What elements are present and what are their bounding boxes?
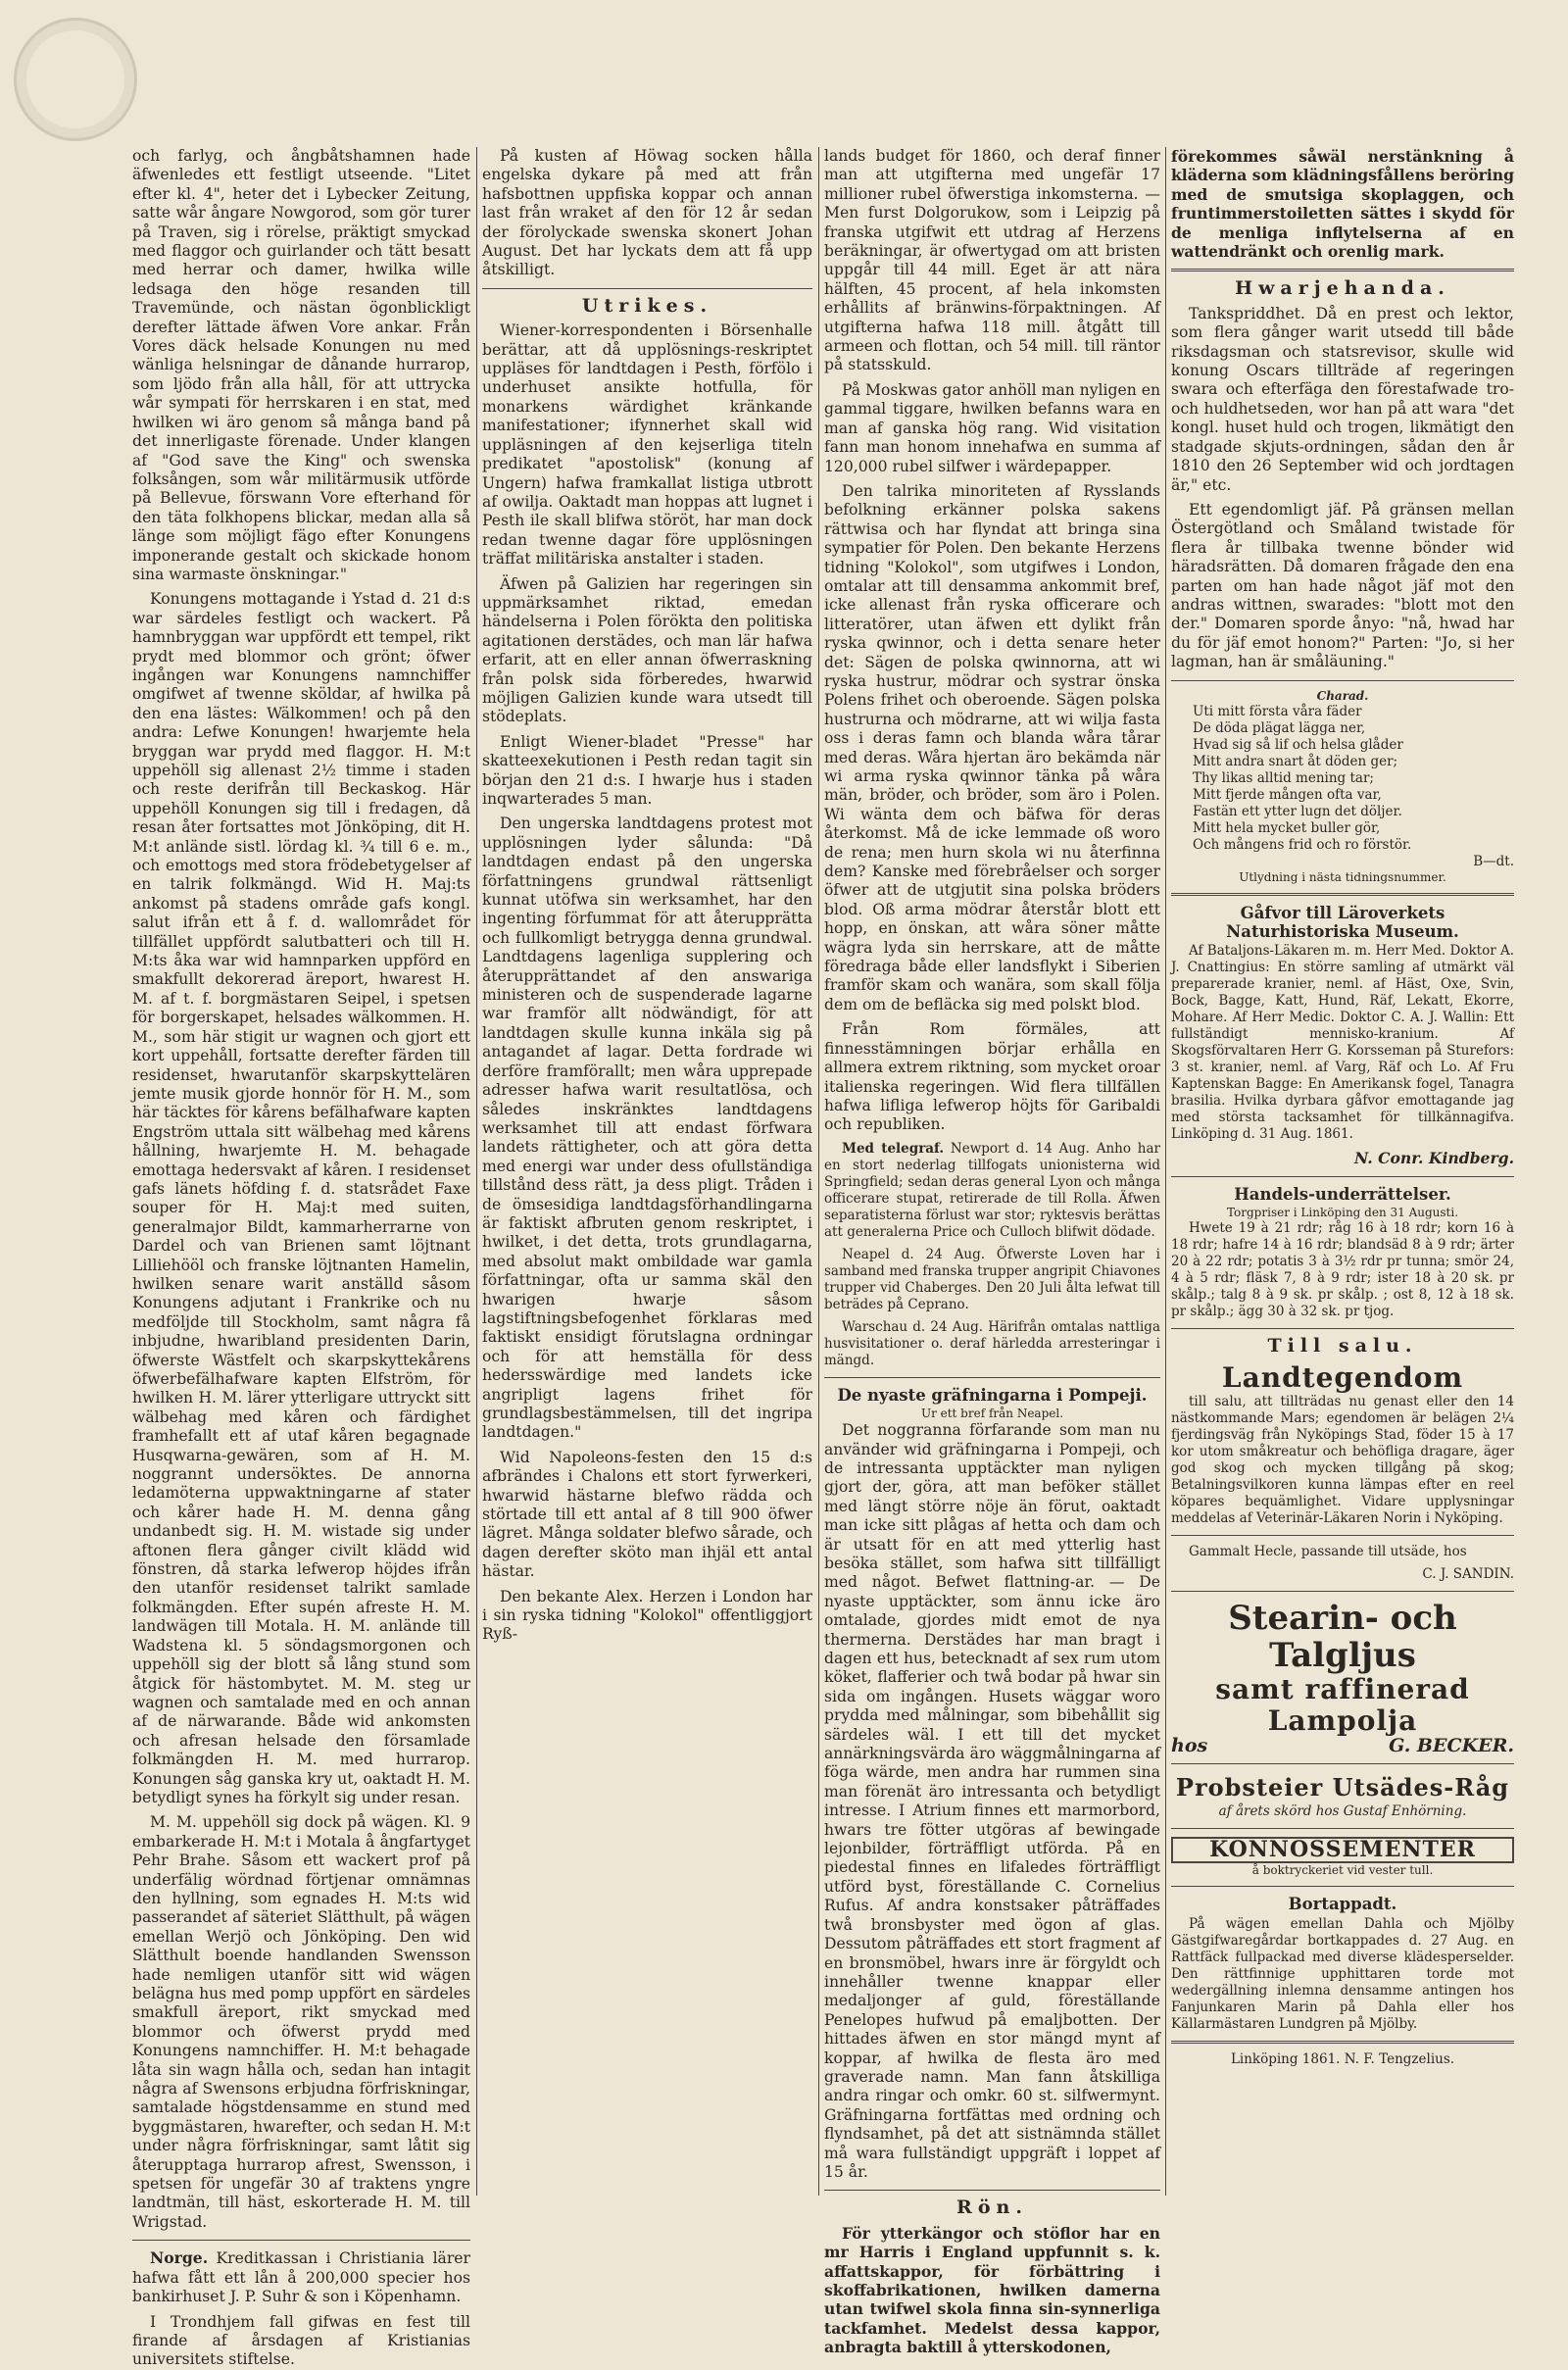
divider xyxy=(1171,893,1514,896)
column-1 xyxy=(132,147,470,2369)
ad-heading-handel: Handels-underrättelser. xyxy=(1234,1184,1451,1204)
article-text: Wid Napoleons-festen den 15 d:s afbrändes i Chalons ett stort fyrwerkeri, hwarwid hästarne blefwo rädda och störtade till ett antal af 8 till 900 öfwer lägret. Många soldater blefwo sårade, och dagen derefter sköto man ihjäl ett antal hästar. xyxy=(482,1448,812,1581)
divider xyxy=(824,2190,1160,2191)
article-text: På Moskwas gator anhöll man nyligen en gammal tiggare, hwilken befanns wara en man af ganska hög rang. Wid visitation fann man honom innehafwa en summa af 120,000 rubel silfwer i wärdepapper. xyxy=(824,380,1160,475)
poem-line: De döda plägat lägga ner, xyxy=(1193,719,1366,736)
divider xyxy=(1171,1176,1514,1177)
ad-text: till salu, att tillträdas nu genast eller den 14 nästkommande Mars; egendomen är belägen 2¼ fjerdingsväg från Nyköpings Stad, föder 15 à 17 kor utom småkreatur och behöfliga dragare, äger god skog och mycken tillgång på skog; Betalningsvilkoren kunna lämpas efter en reel köpares bequämlighet. Vidare upplysningar meddelas af Veterinär-Läkaren Norin i Nyköping. xyxy=(1171,1393,1514,1526)
ad-subheading: Torgpriser i Linköping den 31 Augusti. xyxy=(1226,1206,1459,1220)
ad-heading-bortappadt: Bortappadt. xyxy=(1288,1895,1397,1914)
ad-title-landtegendom: Landtegendom xyxy=(1221,1360,1464,1394)
article-text: För ytterkängor och stöflor har en mr Harris i England uppfunnit s. k. affattskappor, för förbättring i skoffabrikationen, hwilken damerna utan twifwel skola finna sin-synnerliga tackfamhet. Medelst dessa kappor, anbragta baktill å ytterskodonen, xyxy=(824,2223,1160,2357)
section-subheading: Ur ett bref från Neapel. xyxy=(920,1407,1064,1421)
charade-poem xyxy=(1171,704,1514,854)
ad-heading-tillsalu: Till salu. xyxy=(1267,1335,1418,1358)
divider xyxy=(1171,2041,1514,2044)
article-text: Tankspriddhet. Då en prest och lektor, som flera gånger warit utsedd till både riksdagsman och statsrevisor, skulle wid konung Oscars tillträde af regeringen swara och efterfäga den förestafwade tro- och huldhetseden, wor han på att wara "det kongl. huset huld och trogen, likmätigt den stadgade skjuts-ordningen, sådan den år 1810 den 26 September wid och jordtagen är," etc. xyxy=(1171,304,1514,494)
ad-signature: G. BECKER. xyxy=(1389,1734,1514,1756)
poem-line: Uti mitt första våra fäder xyxy=(1193,703,1362,719)
section-heading-pompeji: De nyaste gräfningarna i Pompeji. xyxy=(837,1385,1148,1405)
telegraph-text: Warschau d. 24 Aug. Härifrån omtalas nattliga husvisitationer o. deraf härledda arresteringar i mängd. xyxy=(824,1318,1160,1368)
section-heading-norge: Norge. xyxy=(150,2248,209,2268)
charade-signature: B—dt. xyxy=(1473,853,1514,869)
article-text: I Trondhjem fall gifwas en fest till firande af årsdagen af Kristianias universitets stiftelse. xyxy=(132,2312,470,2369)
footer-imprint: Linköping 1861. N. F. Tengzelius. xyxy=(1230,2050,1455,2067)
article-text: Wiener-korrespondenten i Börsenhalle berättar, att då upplösnings-reskriptet uppläses för landtdagen i Pesth, förfölo i underhuset ansikte hotfulla, för monarkens wärdighet kränkande manifestationer; ifynnerhet skall wid uppläsningen af den kejserliga titeln predikatet "apostolisk" (konung af Ungern) hafwa framkallat listiga utbrott af owilja. Oaktadt man hoppas att lugnet i Pesth ile skall blifwa störöt, har man dock redan twenne dagar före upplösningen träffat militäriska anstalter i staden. xyxy=(482,321,812,568)
divider xyxy=(1171,1328,1514,1329)
ad-signature: N. Conr. Kindberg. xyxy=(1354,1149,1514,1168)
section-heading-hwarjehanda: Hwarjehanda. xyxy=(1235,277,1450,300)
telegraph-text: Newport d. 14 Aug. Anho har en stort nederlag tillfogats unionisterna wid Springfield; sedan deras general Lyon och många officerare stupat, retirerade de till Rolla. Äfwen separatisterna förlust war stor; ryktesvis berättas att generalerna Price och Culloch blifwit dödade. xyxy=(824,1140,1160,1240)
column-rule xyxy=(476,147,477,2196)
article-text: Konungens mottagande i Ystad d. 21 d:s war särdeles festligt och wackert. På hamnbryggan war uppfördt ett tempel, rikt prydt med blommor och grönt; öfwer ingången war Konungens namnchiffer omgifwet af twenne sköldar, af hwilka på den ena lästes: Wälkommen! och på den andra: Lefwe Konungen! hwarjemte hela bryggan war prydd med flaggor. H. M:t uppehöll sig allenast 2½ timme i staden och reste derifrån till Beckaskog. Här uppehöll Konungen sig till i fredagen, då resan åter fortsattes mot Jönköping, dit H. M:t anlände sistl. lördag kl. ¾ till 6 e. m., och emottogs med stora frödebetygelser af en talrik folkmängd. Wid H. Maj:ts ankomst på stadens område gafs kongl. salut ifrån ett å f. d. wallområdet för tillfället uppfördt salutbatteri och till H. M:ts åka war wid hamnparken uppförd en smakfullt dekorerad äreport, hwarest H. M. af t. f. borgmästaren Seipel, i spetsen för borgerskapet, helsades wälkommen. H. M., som här stigit ur wagnen och gjort ett kort uppehåll, fortsatte derefter färden till residenset, hwarutanför skarpskyttelären jemte musik gjorde honnör för H. M., som här täcktes för kårens befälhafware kapten Engström uttala sitt wälbehag med kårens hållning, hwarjemte H. M. behagade emottaga hedersvakt af kåren. I residenset gafs länets höfding f. d. statsrådet Faxe souper för H. Maj:t med suiten, generalmajor Bildt, kammarherrarne von Dardel och van Brienen samt löjtnant Lilliehööl och franske löjtnanten Hamelin, hwilken senare warit anställd såsom Konungens adjutant i Frankrike och nu medföljde till Stockholm, samt några få inbjudne, hwaribland presidenten Darin, öfwerste Wästfelt och skarpskyttekårens öfwerbefälhafware kapten Elfström, för hwilken H. M. lärer ytterligare uttryckt sitt wälbehag med kåren och färdighet framhefallt ett af utaf kåren begagnade Husqwarna-gewären, som af H. M. noggrannt undersöktes. De annorna ledamöterna uppwaktningarne af stater och kårer hade H. M. denna gång undanbedt sig. H. M. wistade sig under aftonen flera gånger civilt klädd wid fönstren, då starka lefwerop höjdes ifrån den utanför residenset talrikt samlade folkmängden. Efter supén afreste H. M. landwägen till Motala. H. M. anlände till Wadstena kl. 5 söndagsmorgonen och uppehöll sig der blott så lång stund som åtgick för hästombytet. M. M. steg ur wagnen och samtalade med en och annan af de närwarande. Både wid ankomsten och afresan helsade den församlade folkmängden H. M. med hurrarop. Konungen såg ganska kry ut, oaktadt H. M. betydligt synes ha förkylt sig under resan. xyxy=(132,590,470,1806)
article-text: M. M. uppehöll sig dock på wägen. Kl. 9 embarkerade H. M:t i Motala å ångfartyget Pehr Brahe. Såsom ett wackert prof på underfälig wördnad förtjenar omnämnas den hyllning, som egnades H. M:ts wid passerandet af säteriet Slätthult, på wägen emellan Werjö och Jönköping. Den wid Slätthult boende handlanden Swensson hade nemligen utanför sitt wid wägen belägna hus med pomp uppfört en särdeles smakfull äreport, rikt smyckad med blommor och öfwerst prydd med Konungens namnchiffer. H. M:t behagade låta sin wagn hålla och, sedan han intagit några af Swensons erbjudna förfriskningar, samtalade högstdensamme en stund med byggmästaren, hwarefter, och sedan H. M:t under några förfriskningar, samt låtit sig återupptaga hurrarop afrest, Swensson, i spetsen för ungefär 30 af traktens yngre landtmän, till häst, eskorterade H. M. till Wrigstad. xyxy=(132,1813,470,2231)
poem-line: Thy likas alltid mening tar; xyxy=(1193,769,1374,786)
ad-text: af årets skörd hos Gustaf Enhörning. xyxy=(1218,1803,1467,1819)
telegraph-text: Neapel d. 24 Aug. Öfwerste Loven har i samband med franska trupper angripit Chiavones trupper vid Chaberges. Den 20 Juli ålta lefwat till beträdes på Ceprano. xyxy=(824,1246,1160,1312)
article-text: Äfwen på Galizien har regeringen sin uppmärksamhet riktad, emedan händelserna i Polen förökta den politiska agitationen derstädes, och man lär hafwa erfarit, att en eller annan öfwerraskning från polsk sida förberedes, hwarwid möjligen Galizien kunde wara utsedt till stödeplats. xyxy=(482,574,812,726)
article-text: lands budget för 1860, och deraf finner man att utgifterna med ungefär 17 millioner rubel öfwerstiga inkomsterna. — Men furst Dolgorukow, som i Leipzig på franska utgifwit ett utdrag af Herzens beräkningar, är ofwertygad om att bristen uppgår till 44 mill. Eget är att nära hälften, 45 procent, af hela inkomsten erhållits af bränwins-förpaktningen. Af utgifterna hafwa 118 mill. åtgått till armeen och flottan, och 54 mill. till räntor på statsskuld. xyxy=(824,147,1160,374)
article-text: och farlyg, och ångbåtshamnen hade äfwenledes ett festligt utseende. "Litet efter kl. 4", heter det i Lybecker Zeitung, satte wår ångare Nowgorod, som gör turer på Traven, sig i rörelse, präktigt smyckad med flaggor och guirlander och tätt besatt med herrar och damer, hwilka wille ledsaga den höge resanden till Travemünde, och nästan ögonblickligt derefter lättade äfwen Vore ankar. Från Vores däck helsade Konungen nu med wänliga helsningar de dånande hurrarop, som ljödo från alla håll, för att uttrycka wår sympati för herrskaren i en stat, med hwilken wi äro genom så många band på det innerligaste förenade. Under klangen af "God save the King" och swenska folksången, som wår militärmusik utförde på Bellevue, förswann Vore efterhand för den täta folkhopens blickar, medan alla så länge som möjligt fägo efter Konungens imponerande gestalt och skickade honom sina warmaste önskningar." xyxy=(132,147,470,583)
ad-text: Af Bataljons-Läkaren m. m. Herr Med. Doktor A. J. Cnattingius: En större samling af utmärkt väl preparerade kranier, neml. af Häst, Oxe, Svin, Bock, Bagge, Katt, Hund, Räf, Lekatt, Ekorre, Mohare. Af Herr Medic. Doktor C. A. J. Wallin: Ett fullständigt mennisko-kranium. Af Skogsförvaltaren Herr G. Korsseman på Sturefors: 3 st. kranier, neml. af Varg, Räf och Lo. Af Fru Kaptenskan Bagge: En Amerikansk fogel, Tanagra brasilia. Hvilka dyrbara gåfvor emottagande jag med största tacksamhet för tillkännagifva. Linköping d. 31 Aug. 1861. xyxy=(1171,943,1514,1143)
divider xyxy=(1171,1535,1514,1536)
column-rule xyxy=(1165,147,1166,2196)
section-heading-utrikes: Utrikes. xyxy=(581,294,713,317)
article-text: förekommes såwäl nerstänkning å kläderna som klädningsfållens beröring med de smutsiga skoplaggen, och fruntimmerstoiletten sättes i skydd för de menliga inflytelserna af en wattendränkt och orenlig mark. xyxy=(1171,147,1514,262)
library-stamp xyxy=(14,18,137,141)
poem-line: Hvad sig så lif och helsa glåder xyxy=(1193,736,1403,753)
divider xyxy=(1171,1886,1514,1887)
article-text: Enligt Wiener-bladet "Presse" har skatteexekutionen i Pesth redan tagit sin början den 21 d:s. I hwarje hus i staden inqwarterades 5 man. xyxy=(482,732,812,808)
divider xyxy=(1171,680,1514,681)
divider xyxy=(1171,1591,1514,1592)
ad-text: På wägen emellan Dahla och Mjölby Gästgifwaregårdar bortkappades d. 27 Aug. en Rattfäck fullpackad med diverse klädesperselder. Den rättfinnige upphittaren torde mot wedergällning inlemna densamme antingen hos Fanjunkaren Marin på Dahla eller hos Källarmästaren Lundgren på Mjölby. xyxy=(1171,1915,1514,2032)
poem-line: Fastän ett ytter lugn det döljer. xyxy=(1193,803,1402,819)
article-text: Den talrika minoriteten af Rysslands befolkning erkänner polska sakens rättwisa och har flyndat att bringa sina sympatier för Polen. Den bekante Herzens tidning "Kolokol", som utgifwes i London, omtalar att till densamma ankommit bref, icke allenast från ryska officerare och litteratörer, utan äfwen ett dylikt från ryska qwinnor, och i detta senare heter det: Sägen de polska qwinnorna, att wi ryska hustrur, mödrar och systrar önska Polens frihet och oberoende. Sägen polska hustrurna och mödrarne, att wi wilja fasta oss i deras famn och blanda wåra tårar med deras. Wåra hjertan äro bekämda när wi arma ryska qwinnor tänka på wåra män, bröder, och bröder, som äro i Polen. Wi wänta dem och bäfwa för deras återkomst. Må de icke lemmade oß woro de rena; men hurn skola wi nu återfinna dem? Kanske med förebråelser och sorger öfwer att de utgjutit sina polska bröders blod. Oß arma mödrar återstår blott ett hopp, en önskan, att wåra söner måtte wägra lyda sin herrskare, att de måtte föredraga både eller landsflykt i Siberien framför skam och wanära, som skall följa dem om de befläcka sig med polskt blod. xyxy=(824,481,1160,1013)
ad-title-lampolja: samt raffinerad Lampolja xyxy=(1215,1672,1470,1737)
article-text: Den bekante Alex. Herzen i London har i sin ryska tidning "Kolokol" offentliggjort Ryß- xyxy=(482,1587,812,1644)
ad-title-konnossementer: KONNOSSEMENTER xyxy=(1171,1837,1514,1863)
divider xyxy=(1171,1828,1514,1829)
ad-title-probsteier: Probsteier Utsädes-Råg xyxy=(1175,1773,1510,1802)
column-4 xyxy=(1171,147,1514,2196)
article-text: Ett egendomligt jäf. På gränsen mellan Östergötland och Småland twistade för flera år tillbaka twenne bönder wid häradsrätten. Då domaren frågade den ena parten om han hade något jäf mot den andras wittnen, swarades: "blott mot den der." Domaren sporde ånyo: "nå, hwad har du för jäf emot honom?" Parten: "Jo, si her lagman, han är småläuning." xyxy=(1171,500,1514,671)
column-3 xyxy=(824,147,1160,2357)
ad-footer xyxy=(1171,1734,1514,1756)
poem-line: Och mångens frid och ro förstör. xyxy=(1193,836,1412,853)
divider xyxy=(132,2240,470,2241)
article-text: Det noggranna förfarande som man nu använder wid gräfningarna i Pompeji, och de intressanta upptäckter man nyligen gjort der, göra, att man beföker stället med längt större nöje än förut, oaktadt man icke sitt plågas af hetta och dam och är utsatt för en att med ytterlig hast besöka stället, som hafwa sitt tillfälligt med något. Befwet flattning-ar. — De nyaste upptäckter, som ännu icke äro omtalade, gjordes midt emot de nya thermerna. Derstädes har man bragt i dagen ett hus, betecknadt af sex rum utom köket, flafferier och twå bodar på hwar sin sida om ingången. Husets wäggar woro prydda med målningar, som bibehållit sig särdeles wäl. I ett till det mycket annärkningsvärda äro wäggmålningarna af föga wärde, men andra har rummen sina man förenät äro intressanta och betydligt intresse. I Atrium finnes ett marmorbord, hwars tre fötter utgöras af bewingade lejonbilder, förträffligt utförda. På en piedestal finnes en lifaledes förträffligt utförd byst, föreställande C. Cornelius Rufus. Af andra konstsaker påträffades twå bronsbyster med ögon af glas. Dessutom påträffades ett stort fragment af en bronsmöbel, hwars inre är förgyldt och innehåller twenne knappar eller medaljonger af guld, föreställande Penelopes hufwud på emaljbotten. Der hittades äfwen en stor mängd mynt af koppar, af hwilka de flesta äro med graverade namn. Man fann åtskilliga andra ringar och omkr. 60 st. silfwermynt. Gräfningarna fortfättas med ordning och flyndsamhet, på det att sistnämnda stället må wara fullständigt uppgräft i loppet af 15 år. xyxy=(824,1421,1160,2181)
article-text: Den ungerska landtdagens protest mot upplösningen lyder sålunda: "Då landtdagen endast på den ungerska författningens grundwal rättsenligt kunnat utöfwa sin werksamhet, har den ingenting förfummat för att återupprätta och fullkomligt betrygga denna grundwal. Landtdagens lagenliga supplering och återupprättandet af den answariga ministeren och de suspenderade lagarne war framför allt nödwändigt, för att landtdagen skulle kunna inkäla sig på antagandet af lagar. Detta fordrade wi derföre framförallt; men wåra upprepade adresser hafwa warit resultatlösa, och således inskränktes landtdagens werksamhet till att endast förfwara landets rättigheter, och att göra detta med energi war under dess ofullständiga tillstånd dess rätt, ja dess pligt. Tråden i de ömsesidiga landtdagsförhandlingarna är faktiskt afbruten genom reskriptet, i hwilket, i det detta, trots grundlagarna, med absolut makt ombildade war gamla författningar, ofta ur samma skäl den hwarigen hwarje såsom lagstiftningsbefogenhet förklaras med faktiskt ensidigt förutslagna ordningar och för att hemställa för dess hedersswärdige med landets icke angripligt lagens frihet för grundlagsbestämmelsen, till det ingripa landtdagen." xyxy=(482,815,812,1442)
ad-text: å boktryckeriet vid vester tull. xyxy=(1251,1863,1434,1878)
poem-line: Mitt hela mycket buller gör, xyxy=(1193,819,1381,836)
ad-title-stearin: Stearin- och Talgljus xyxy=(1228,1598,1457,1675)
ad-text: Gammalt Hecle, passande till utsäde, hos xyxy=(1189,1543,1467,1559)
article-text: Kreditkassan i Christiania lärer hafwa fått ett lån å 200,000 specier hos bankirhuset J. P. Suhr & son i Köpenhamn. xyxy=(132,2249,470,2306)
divider xyxy=(482,288,812,289)
section-heading-ron: Rön. xyxy=(956,2197,1028,2219)
charade-note: Utlydning i nästa tidningsnummer. xyxy=(1239,869,1446,884)
poem-line: Mitt andra snart åt döden ger; xyxy=(1193,753,1398,769)
column-2 xyxy=(482,147,812,2196)
ad-heading-gafvor: Gåfvor till Läroverkets Naturhistoriska Museum. xyxy=(1226,903,1459,941)
article-text: På kusten af Höwag socken hålla engelska dykare på med att från hafsbottnen uppfiska koppar och annan last från wraket af den för 12 år sedan der förolyckade swenska skonert Johan August. Det har lyckats dem att få upp åtskilligt. xyxy=(482,147,812,279)
divider xyxy=(1171,269,1514,272)
column-rule xyxy=(818,147,819,2196)
telegraph-heading: Med telegraf. xyxy=(842,1140,945,1157)
charade-title: Charad. xyxy=(1316,688,1369,703)
ad-text: Hwete 19 à 21 rdr; råg 16 à 18 rdr; korn 16 à 18 rdr; hafre 14 à 16 rdr; blandsäd 8 à 9 rdr; ärter 20 à 22 rdr; potatis 3 à 3½ rdr pr tunna; smör 24, 4 à 5 rdr; fläsk 7, 8 à 9 rdr; ister 18 à 20 sk. pr skålp.; talg 8 à 9 sk. pr skålp. ; ost 8, 12 à 18 sk. pr skålp.; ägg 30 à 32 sk. pr tjog. xyxy=(1171,1220,1514,1320)
divider xyxy=(824,1377,1160,1378)
ad-signature: C. J. SANDIN. xyxy=(1422,1565,1514,1582)
ad-text: hos xyxy=(1171,1734,1208,1756)
article-text: Från Rom förmäles, att finnesstämningen börjar erhålla en allmera extrem riktning, som mycket oroar italienska regeringen. Wid flera tillfällen hafwa lifliga lefwerop höjts för Garibaldi och republiken. xyxy=(824,1020,1160,1134)
poem-line: Mitt fjerde mången ofta var, xyxy=(1193,786,1382,803)
divider xyxy=(1171,1763,1514,1764)
